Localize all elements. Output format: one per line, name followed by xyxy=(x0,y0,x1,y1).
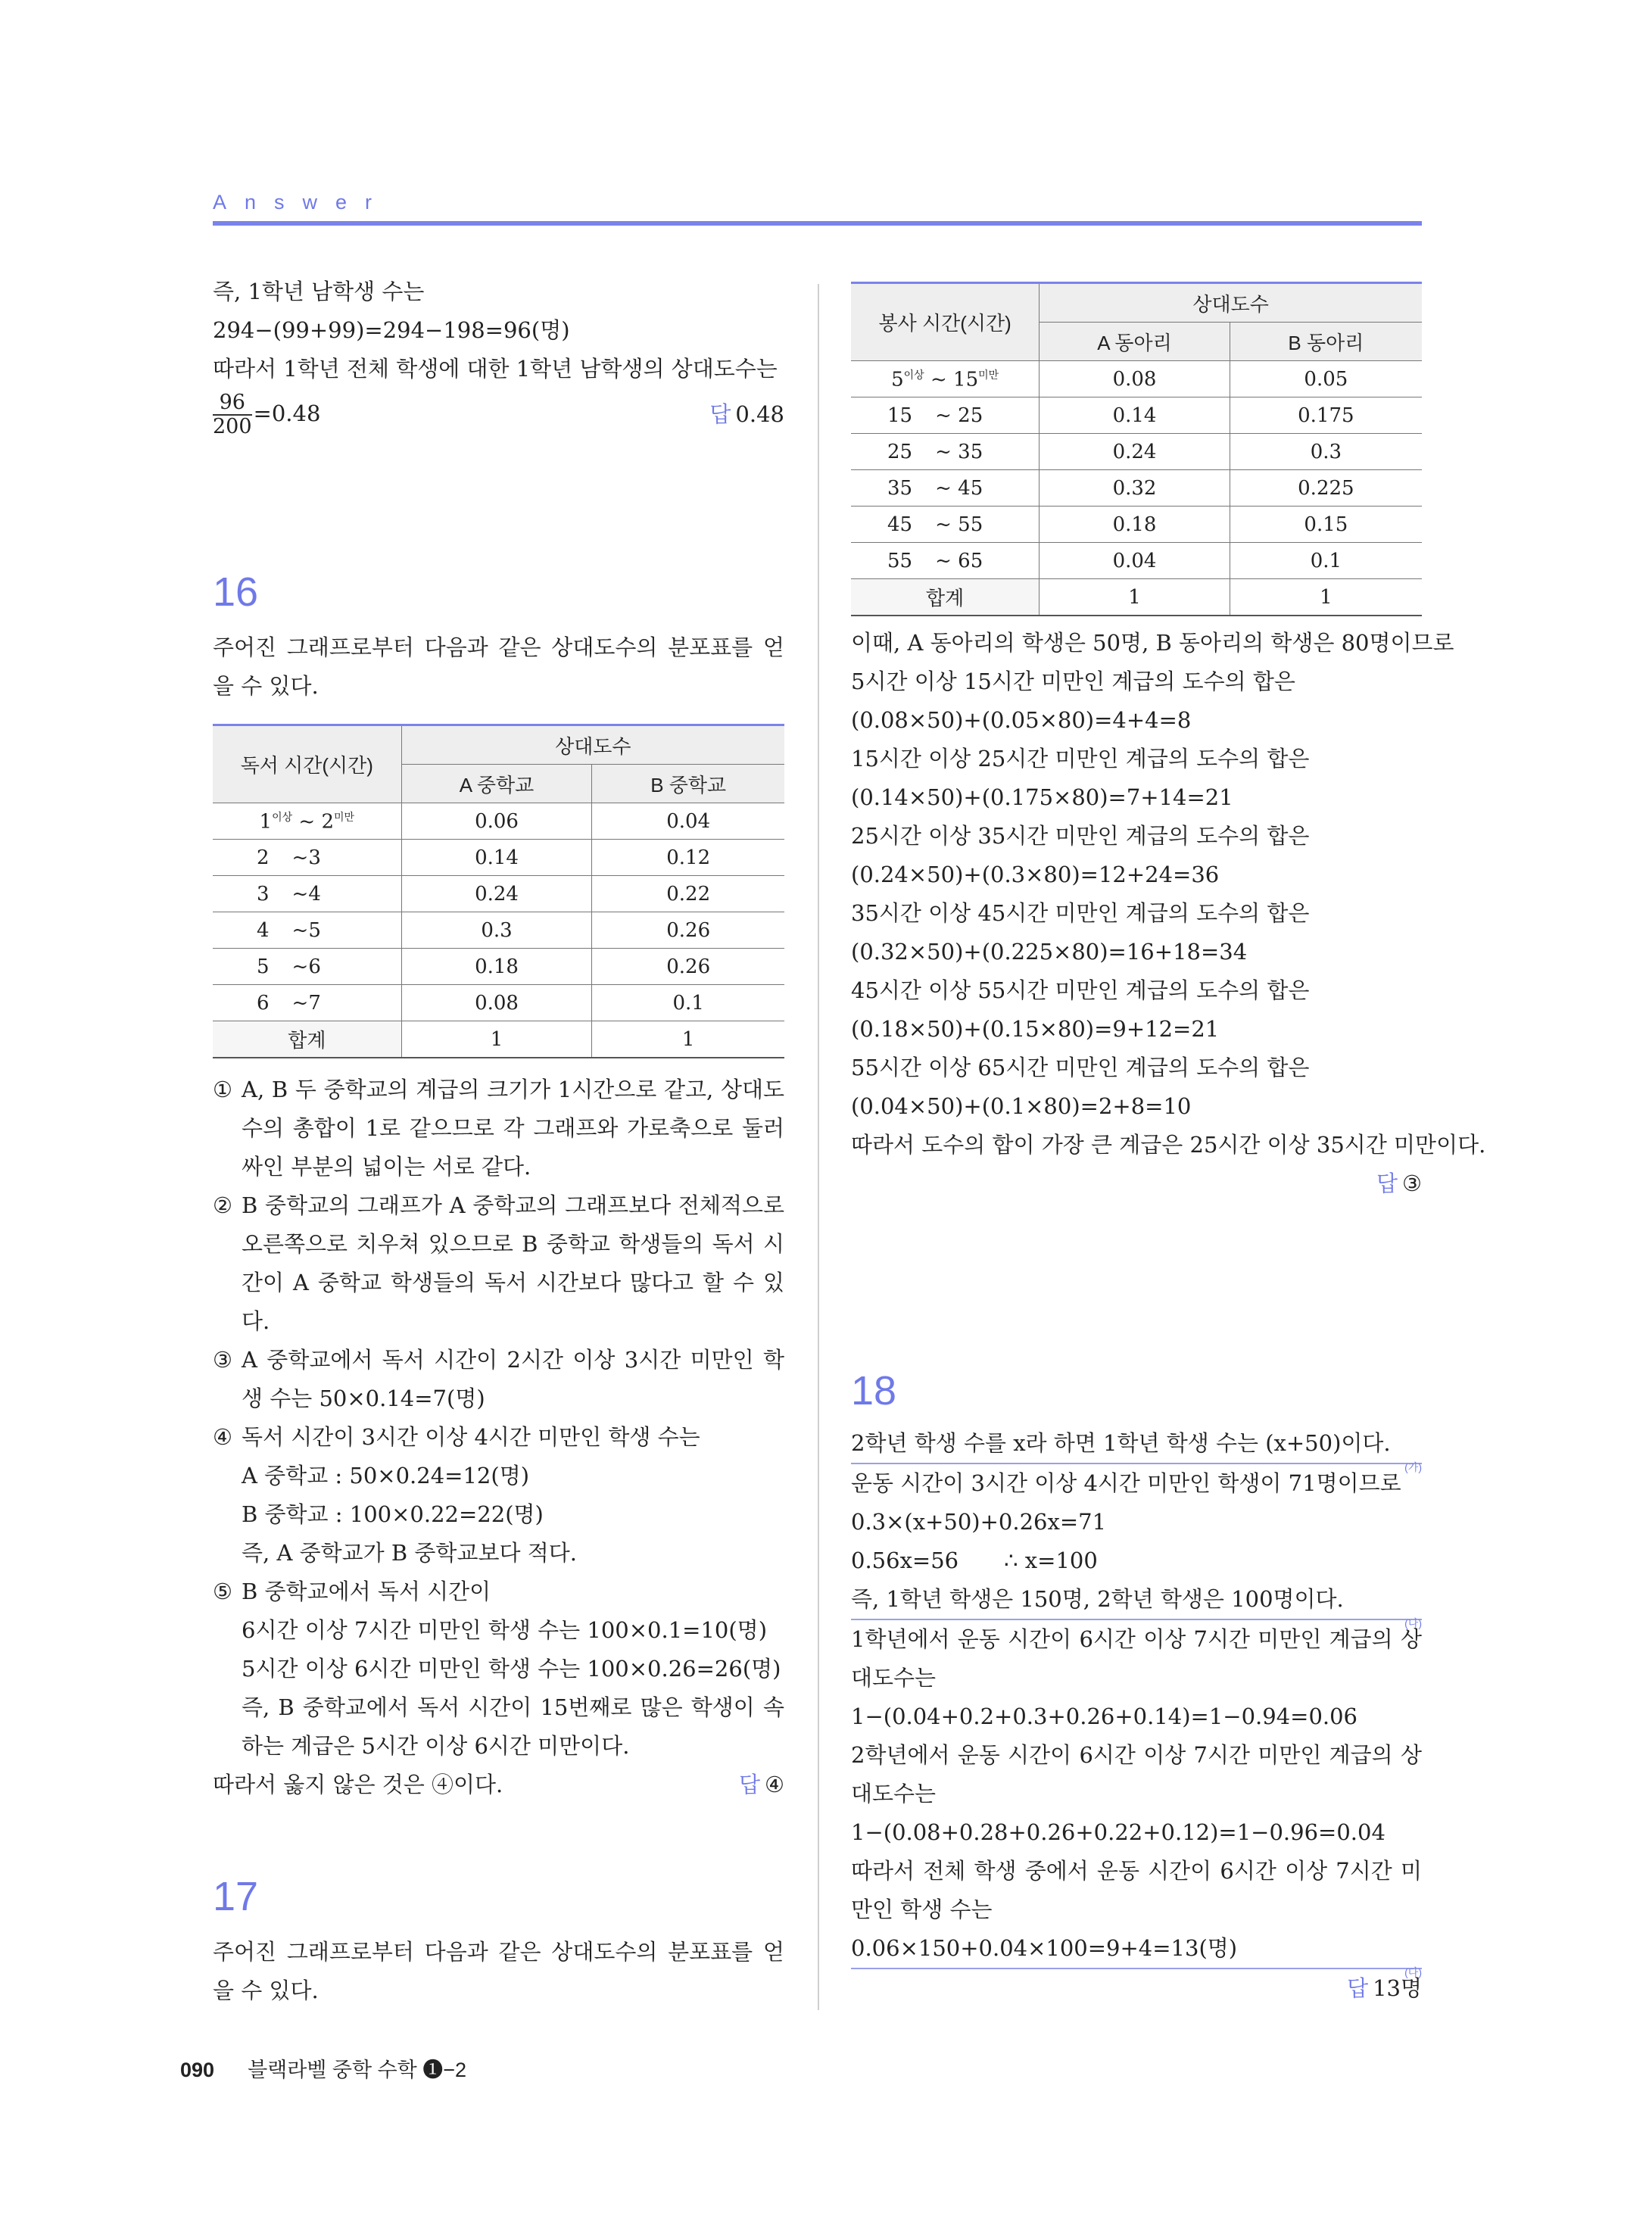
frequency-table xyxy=(213,724,784,1058)
text-line: (0.24×50)+(0.3×80)=12+24=36 xyxy=(851,862,1220,887)
table-row: 5 ~6 0.18 0.26 xyxy=(213,949,784,985)
problem-number: 16 xyxy=(213,569,259,615)
text-line: 따라서 1학년 전체 학생에 대한 1학년 남학생의 상대도수는 xyxy=(213,356,778,382)
text-line: A 중학교 : 50×0.24=12(명) xyxy=(242,1463,530,1488)
group-header: 상대도수 xyxy=(1040,283,1422,323)
text-line: 2학년 학생 수를 x라 하면 1학년 학생 수는 (x+50)이다. (가) xyxy=(851,1424,1422,1464)
answer-16: 답 ④ xyxy=(738,1772,784,1797)
table-row: $1^{이상}$ ~ $2^{미만}$ 0.06 0.04 xyxy=(213,803,784,840)
answer-15: 답 0.48 xyxy=(709,401,784,427)
frequency-table xyxy=(851,282,1422,616)
answer-18: 답 13명 xyxy=(1347,1975,1422,2001)
book-title: 블랙라벨 중학 수학 ❶−2 xyxy=(248,2059,467,2081)
text-line: 1학년에서 운동 시간이 6시간 이상 7시간 미만인 계급의 상대도수는 xyxy=(851,1626,1422,1691)
table-row: 4 ~5 0.3 0.26 xyxy=(213,912,784,949)
problem-17-body xyxy=(851,282,1486,1204)
fraction: $\frac{96}{200}$ xyxy=(213,391,252,438)
list-item: ① A, B 두 중학교의 계급의 크기가 1시간으로 같고, 상대도수의 총합이 1로 같으므로 각 그래프와 가로축으로 둘러싸인 부분의 넓이는 서로 같다. xyxy=(213,1077,784,1180)
text-line: (0.08×50)+(0.05×80)=4+4=8 xyxy=(851,707,1192,733)
page-number: 090 xyxy=(180,2059,215,2081)
problem-number: 18 xyxy=(851,1368,897,1414)
problem-18 xyxy=(851,1368,1422,2009)
table-row: $5^{이상}$ ~ $15^{미만}$ 0.08 0.05 xyxy=(851,361,1422,397)
text-line: 25시간 이상 35시간 미만인 계급의 도수의 합은 xyxy=(851,823,1310,849)
header-rule xyxy=(213,221,1422,226)
text-line: 45시간 이상 55시간 미만인 계급의 도수의 합은 xyxy=(851,977,1310,1003)
text-line: (0.18×50)+(0.15×80)=9+12=21 xyxy=(851,1016,1220,1042)
table-row: 35 ~ 45 0.32 0.225 xyxy=(851,470,1422,507)
text-line: 2학년에서 운동 시간이 6시간 이상 7시간 미만인 계급의 상대도수는 xyxy=(851,1742,1422,1806)
problem-17-intro xyxy=(213,1874,784,2010)
text-line: 운동 시간이 3시간 이상 4시간 미만인 학생이 71명이므로 xyxy=(851,1470,1401,1496)
problem-number: 17 xyxy=(213,1874,259,1919)
table-row: 6 ~7 0.08 0.1 xyxy=(213,985,784,1021)
list-item: ③ A 중학교에서 독서 시간이 2시간 이상 3시간 미만인 학생 수는 50×0.14=7(명) xyxy=(213,1347,784,1411)
text-line: 5시간 이상 6시간 미만인 학생 수는 100×0.26=26(명) xyxy=(242,1656,781,1682)
col-header: B 동아리 xyxy=(1230,323,1422,361)
text-line: 0.3×(x+50)+0.26x=71 xyxy=(851,1509,1107,1535)
intro-text: 주어진 그래프로부터 다음과 같은 상대도수의 분포표를 얻을 수 있다. xyxy=(213,1939,784,2003)
list-item: ④ 독서 시간이 3시간 이상 4시간 미만인 학생 수는 xyxy=(213,1424,700,1450)
table-row: 2 ~3 0.14 0.12 xyxy=(213,840,784,876)
table-row: 3 ~4 0.24 0.22 xyxy=(213,876,784,912)
list-item: ② B 중학교의 그래프가 A 중학교의 그래프보다 전체적으로 오른쪽으로 치우쳐 있으므로 B 중학교 학생들의 독서 시간이 A 중학교 학생들의 독서 시간보다 많다고 할 수 있다. xyxy=(213,1192,784,1334)
left-column: 즉, 1학년 남학생 수는 294−(99+99)=294−198=96(명) 따라서 1학년 전체 학생에 대한 1학년 남학생의 상대도수는 $\frac{96}{200}$ =0.48 답 0.48 xyxy=(213,273,784,438)
text-line: 15시간 이상 25시간 미만인 계급의 도수의 합은 xyxy=(851,746,1310,771)
text-line: 즉, 1학년 학생은 150명, 2학년 학생은 100명이다. (나) xyxy=(851,1580,1422,1620)
text-line: 이때, A 동아리의 학생은 50명, B 동아리의 학생은 80명이므로 xyxy=(851,630,1454,656)
text-line: 즉, B 중학교에서 독서 시간이 15번째로 많은 학생이 속하는 계급은 5시간 이상 6시간 미만이다. xyxy=(242,1694,784,1759)
label-tag: (다) xyxy=(1404,1966,1422,1978)
table-row: 15 ~ 25 0.14 0.175 xyxy=(851,397,1422,434)
table-row: 45 ~ 55 0.18 0.15 xyxy=(851,507,1422,543)
table-total-row: 합계 1 1 xyxy=(213,1021,784,1058)
col-header: 독서 시간(시간) xyxy=(213,725,401,803)
text-line: (0.32×50)+(0.225×80)=16+18=34 xyxy=(851,939,1248,965)
text-line: 294−(99+99)=294−198=96(명) xyxy=(213,317,570,343)
col-header: A 중학교 xyxy=(401,765,592,803)
label-tag: (나) xyxy=(1404,1617,1422,1629)
table-total-row: 합계 1 1 xyxy=(851,579,1422,616)
text-line: 35시간 이상 45시간 미만인 계급의 도수의 합은 xyxy=(851,900,1310,926)
text-line: (0.04×50)+(0.1×80)=2+8=10 xyxy=(851,1093,1192,1119)
page-footer xyxy=(180,2053,466,2083)
text-line: 1−(0.08+0.28+0.26+0.22+0.12)=1−0.96=0.04 xyxy=(851,1819,1385,1845)
label-tag: (가) xyxy=(1404,1461,1422,1473)
text-line: B 중학교 : 100×0.22=22(명) xyxy=(242,1501,544,1527)
problem-16 xyxy=(213,569,784,1805)
text-line: 따라서 전체 학생 중에서 운동 시간이 6시간 이상 7시간 미만인 학생 수는 xyxy=(851,1858,1422,1922)
table-row: 55 ~ 65 0.04 0.1 xyxy=(851,543,1422,579)
column-divider xyxy=(818,284,819,2010)
text-line: 0.06×150+0.04×100=9+4=13(명) (다) xyxy=(851,1929,1422,1969)
col-header: A 동아리 xyxy=(1040,323,1230,361)
group-header: 상대도수 xyxy=(401,725,784,765)
conclusion: 따라서 옳지 않은 것은 ④이다. xyxy=(213,1772,503,1797)
text-line: 55시간 이상 65시간 미만인 계급의 도수의 합은 xyxy=(851,1055,1310,1080)
text-line: 즉, A 중학교가 B 중학교보다 적다. xyxy=(242,1540,577,1566)
text-line: 따라서 도수의 합이 가장 큰 계급은 25시간 이상 35시간 미만이다. xyxy=(851,1132,1486,1158)
intro-text: 주어진 그래프로부터 다음과 같은 상대도수의 분포표를 얻을 수 있다. xyxy=(213,634,784,699)
answer-17: 답 ③ xyxy=(1376,1170,1422,1196)
col-header: B 중학교 xyxy=(592,765,784,803)
col-header: 봉사 시간(시간) xyxy=(851,283,1040,361)
text-line: 즉, 1학년 남학생 수는 xyxy=(213,279,425,304)
answer-header: Answer xyxy=(213,191,391,214)
text-line: 1−(0.04+0.2+0.3+0.26+0.14)=1−0.94=0.06 xyxy=(851,1704,1358,1729)
list-item: ⑤ B 중학교에서 독서 시간이 xyxy=(213,1579,491,1604)
text-line: (0.14×50)+(0.175×80)=7+14=21 xyxy=(851,784,1233,810)
table-row: 25 ~ 35 0.24 0.3 xyxy=(851,434,1422,470)
text-line: 0.56x=56 ∴ x=100 xyxy=(851,1548,1098,1573)
text-line: 6시간 이상 7시간 미만인 학생 수는 100×0.1=10(명) xyxy=(242,1617,768,1643)
text-line: 5시간 이상 15시간 미만인 계급의 도수의 합은 xyxy=(851,669,1295,694)
